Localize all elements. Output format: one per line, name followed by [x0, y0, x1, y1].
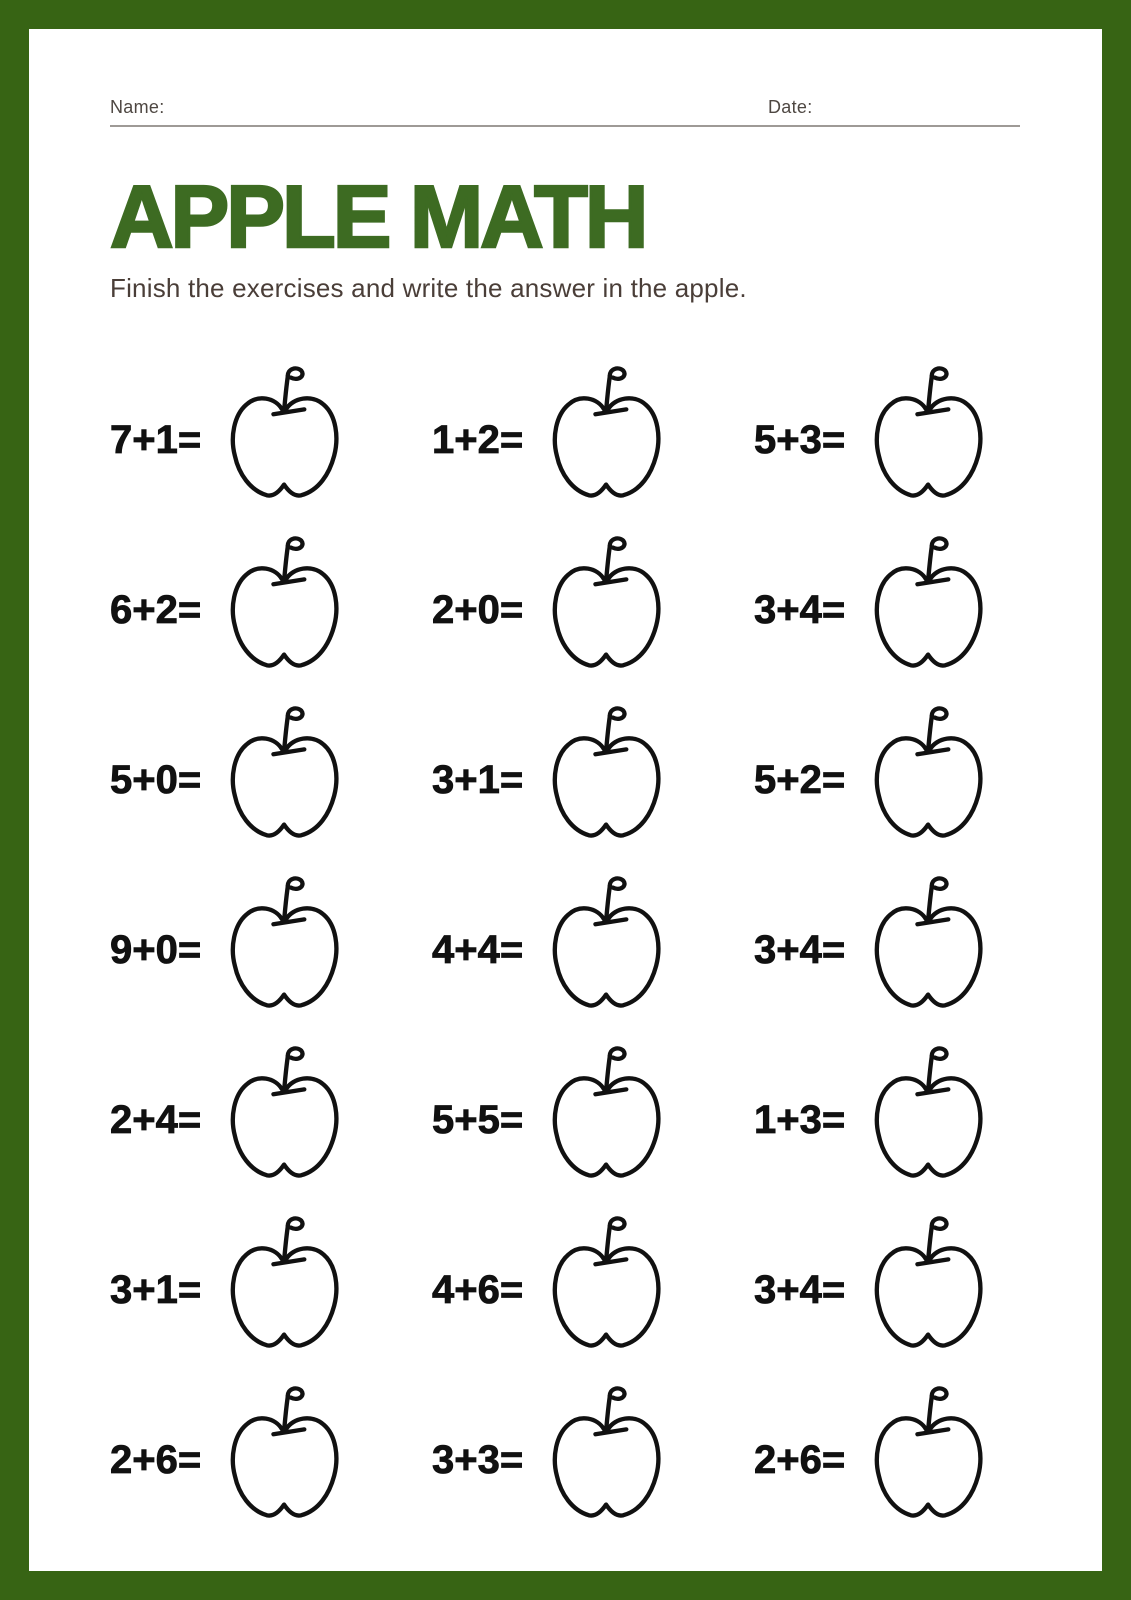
- problem-cell: [754, 858, 1076, 1028]
- apple-leaf-loop: [932, 368, 947, 378]
- problem-text: 3+4=: [754, 927, 846, 972]
- problem-text: 9+0=: [110, 927, 202, 972]
- problem-cell: [432, 1198, 754, 1368]
- apple-leaf-loop: [610, 368, 625, 378]
- apple-icon: [549, 706, 665, 841]
- problem-text: 4+6=: [432, 1267, 524, 1312]
- apple-stem-cross-line: [918, 1259, 949, 1264]
- apple-icon: [871, 1216, 987, 1351]
- apple-leaf-loop: [932, 708, 947, 718]
- apple-leaf-loop: [288, 538, 303, 548]
- apple-icon: [227, 706, 343, 841]
- apple-stem-cross-line: [274, 1089, 305, 1094]
- problem-text: 5+5=: [432, 1097, 524, 1142]
- apple-leaf-loop: [932, 878, 947, 888]
- apple-stem-cross-line: [596, 919, 627, 924]
- problem-text: 7+1=: [110, 417, 202, 462]
- apple-icon: [871, 536, 987, 671]
- problem-cell: [432, 1368, 754, 1538]
- apple-icon: [549, 366, 665, 501]
- apple-leaf-loop: [610, 1218, 625, 1228]
- problem-cell: [754, 1028, 1076, 1198]
- apple-leaf-loop: [610, 878, 625, 888]
- problem-text: 1+2=: [432, 417, 524, 462]
- apple-icon: [549, 1386, 665, 1521]
- apple-stem-cross-line: [596, 579, 627, 584]
- apple-stem-cross-line: [596, 1089, 627, 1094]
- apple-stem-cross-line: [274, 579, 305, 584]
- apple-icon: [871, 366, 987, 501]
- apple-icon: [549, 1046, 665, 1181]
- apple-stem-cross-line: [918, 409, 949, 414]
- apple-leaf-loop: [288, 1048, 303, 1058]
- apple-icon: [871, 1046, 987, 1181]
- problem-text: 2+6=: [110, 1437, 202, 1482]
- apple-leaf-loop: [932, 1048, 947, 1058]
- apple-icon: [549, 536, 665, 671]
- apple-icon: [871, 1386, 987, 1521]
- apple-icon: [871, 876, 987, 1011]
- date-label: Date:: [768, 97, 813, 117]
- apple-stem-cross-line: [596, 1429, 627, 1434]
- apple-icon: [227, 1046, 343, 1181]
- apple-icon: [227, 536, 343, 671]
- apple-leaf-loop: [288, 1388, 303, 1398]
- apple-icon: [871, 706, 987, 841]
- apple-stem-cross-line: [274, 749, 305, 754]
- problem-cell: [110, 1198, 432, 1368]
- problem-cell: [754, 688, 1076, 858]
- apple-stem-cross-line: [274, 409, 305, 414]
- problem-text: 3+4=: [754, 587, 846, 632]
- apple-icon: [549, 876, 665, 1011]
- problem-cell: [110, 1368, 432, 1538]
- apple-leaf-loop: [610, 1048, 625, 1058]
- apple-leaf-loop: [932, 538, 947, 548]
- problem-text: 1+3=: [754, 1097, 846, 1142]
- problems-grid: [110, 348, 1102, 1538]
- problem-text: 5+0=: [110, 757, 202, 802]
- apple-stem-cross-line: [918, 579, 949, 584]
- worksheet-page: [29, 97, 1102, 1538]
- apple-stem-cross-line: [274, 919, 305, 924]
- apple-stem-cross-line: [596, 749, 627, 754]
- apple-leaf-loop: [610, 708, 625, 718]
- problem-cell: [754, 348, 1076, 518]
- apple-icon: [227, 366, 343, 501]
- problem-cell: [432, 1028, 754, 1198]
- apple-leaf-loop: [610, 538, 625, 548]
- apple-icon: [227, 1386, 343, 1521]
- problem-text: 2+0=: [432, 587, 524, 632]
- apple-stem-cross-line: [918, 1089, 949, 1094]
- problem-text: 3+3=: [432, 1437, 524, 1482]
- problem-cell: [110, 688, 432, 858]
- problem-text: 2+6=: [754, 1437, 846, 1482]
- instructions-text: Finish the exercises and write the answer in the apple.: [110, 273, 747, 303]
- problem-cell: [432, 518, 754, 688]
- problem-cell: [432, 688, 754, 858]
- problem-text: 5+3=: [754, 417, 846, 462]
- problem-text: 5+2=: [754, 757, 846, 802]
- apple-stem-cross-line: [596, 409, 627, 414]
- apple-leaf-loop: [932, 1388, 947, 1398]
- apple-stem-cross-line: [918, 1429, 949, 1434]
- problem-text: 2+4=: [110, 1097, 202, 1142]
- apple-stem-cross-line: [918, 749, 949, 754]
- apple-leaf-loop: [288, 368, 303, 378]
- problem-cell: [110, 1028, 432, 1198]
- apple-leaf-loop: [288, 708, 303, 718]
- apple-leaf-loop: [610, 1388, 625, 1398]
- page-title: APPLE MATH: [110, 167, 646, 266]
- problem-cell: [432, 348, 754, 518]
- apple-leaf-loop: [932, 1218, 947, 1228]
- problem-text: 3+1=: [432, 757, 524, 802]
- problem-text: 4+4=: [432, 927, 524, 972]
- apple-stem-cross-line: [596, 1259, 627, 1264]
- problem-cell: [754, 1198, 1076, 1368]
- problem-text: 3+4=: [754, 1267, 846, 1312]
- problem-cell: [110, 518, 432, 688]
- name-label: Name:: [110, 97, 165, 117]
- problem-cell: [432, 858, 754, 1028]
- problem-cell: [754, 1368, 1076, 1538]
- apple-stem-cross-line: [918, 919, 949, 924]
- problem-cell: [110, 858, 432, 1028]
- apple-stem-cross-line: [274, 1259, 305, 1264]
- problem-cell: [110, 348, 432, 518]
- apple-leaf-loop: [288, 878, 303, 888]
- problem-cell: [754, 518, 1076, 688]
- problem-text: 3+1=: [110, 1267, 202, 1312]
- apple-icon: [227, 1216, 343, 1351]
- apple-leaf-loop: [288, 1218, 303, 1228]
- problem-text: 6+2=: [110, 587, 202, 632]
- apple-icon: [549, 1216, 665, 1351]
- apple-icon: [227, 876, 343, 1011]
- name-date-row: [110, 97, 1020, 127]
- apple-stem-cross-line: [274, 1429, 305, 1434]
